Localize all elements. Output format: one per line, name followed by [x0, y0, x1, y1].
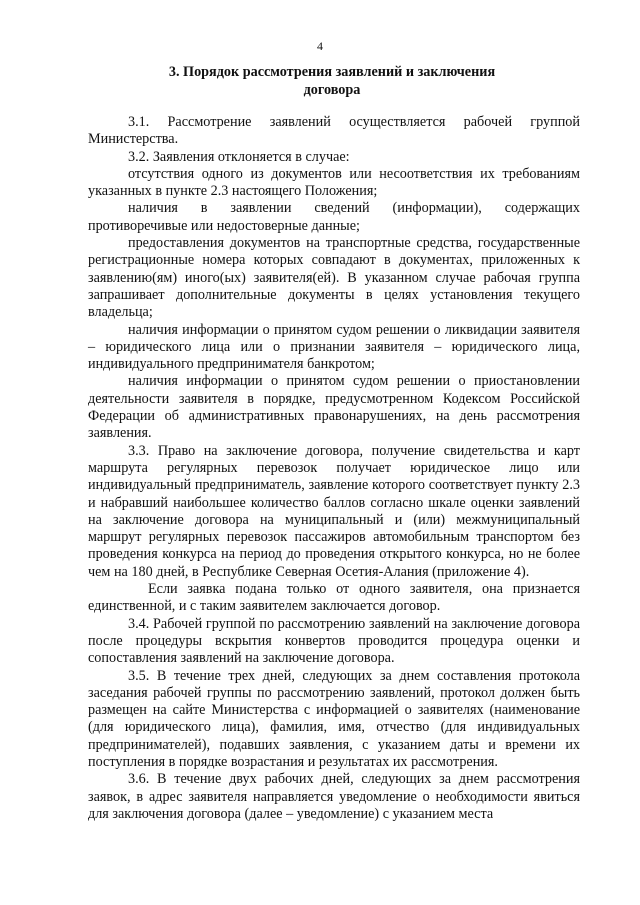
document-body: [88, 114, 580, 823]
paragraph-3-2: 3.2. Заявления отклоняется в случае:: [128, 148, 350, 165]
list-item-liquidation: наличия информации о принятом судом решении о ликвидации заявителя – юридического лица или о признании заявителя – юридического лица, индивидуального предпринимателя банкротом;: [88, 321, 580, 373]
section-heading-line-2: договора: [303, 81, 361, 98]
section-heading: [88, 64, 576, 99]
list-item-suspension: наличия информации о принятом судом решении о приостановлении деятельности заявителя в порядке, предусмотренном Кодексом Российской Федерации об административных правонарушениях, на день рассмотрения заявления.: [88, 373, 580, 442]
list-item-missing-documents: отсутствия одного из документов или несоответствия их требованиям указанных в пункте 2.3 настоящего Положения;: [88, 165, 580, 200]
list-item-contradictory-data: наличия в заявлении сведений (информации), содержащих противоречивые или недостоверные данные;: [88, 200, 580, 234]
section-heading-line-1: 3. Порядок рассмотрения заявлений и заключения: [168, 64, 496, 80]
paragraph-3-6: 3.6. В течение двух рабочих дней, следующих за днем рассмотрения заявок, в адрес заявителя направляется уведомление о необходимости явиться для заключения договора (далее – уведомление) с указанием места: [88, 771, 580, 822]
page-number: 4: [317, 39, 323, 53]
paragraph-3-3: 3.3. Право на заключение договора, получение свидетельства и карт маршрута регулярных перевозок получает юридическое лицо или индивидуальный предприниматель, заявление которого соответствует пункту 2.3 и набравший наибольшее количество баллов согласно шкале оценки заявлений на заключение договора на муниципальный и (или) межмуниципальный маршрут регулярных перевозок пассажиров автомобильным транспортом без проведения конкурса на период до проведения открытого конкурса, но не более чем на 180 дней, в Республике Северная Осетия-Алания (приложение 4).: [88, 442, 580, 580]
list-item-vehicle-documents: предоставления документов на транспортные средства, государственные регистрационные номера которых совпадают в документах, приложенных к заявлению(ям) иного(ых) заявителя(ей). В указанном случае рабочая группа запрашивает дополнительные документы в целях установления текущего владельца;: [88, 235, 580, 321]
paragraph-3-1: 3.1. Рассмотрение заявлений осуществляется рабочей группой Министерства.: [88, 114, 580, 148]
paragraph-single-applicant: Если заявка подана только от одного заявителя, она признается единственной, и с таким заявителем заключается договор.: [88, 581, 580, 615]
paragraph-3-4: 3.4. Рабочей группой по рассмотрению заявлений на заключение договора после процедуры вскрытия конвертов проводится процедура оценки и сопоставления заявлений на заключение договора.: [88, 615, 580, 667]
paragraph-3-5: 3.5. В течение трех дней, следующих за днем составления протокола заседания рабочей группы по рассмотрению заявлений, протокол должен быть размещен на сайте Министерства с информацией о заявителях (наименование (для юридического лица), фамилия, имя, отчество (для индивидуальных предпринимателей), подавших заявления, с указанием даты и времени их поступления в порядке возрастания и результатах их рассмотрения.: [88, 667, 580, 770]
